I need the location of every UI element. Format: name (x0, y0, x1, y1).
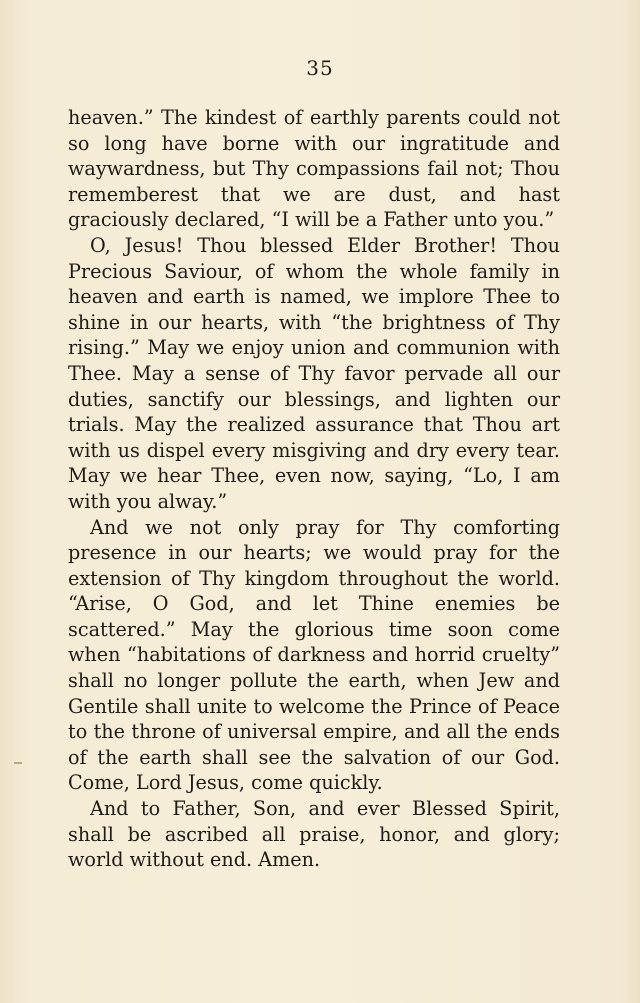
prayer-text (68, 105, 560, 873)
paragraph-kingdom-petition: And we not only pray for Thy comforting presence in our hearts; we would pray for the extension of Thy kingdom throughout the world. “Arise, O God, and let Thine enemies be scattered.” May the glorious time soon come when “habitations of darkness and horrid cruelty” shall no longer pollute the earth, when Jew and Gentile shall unite to welcome the Prince of Peace to the throne of universal empire, and all the ends of the earth shall see the salvation of our God. Come, Lord Jesus, come quickly. (68, 515, 560, 795)
paragraph-jesus-invocation: O, Jesus! Thou blessed Elder Brother! Thou Precious Saviour, of whom the whole family in heaven and earth is named, we implore Thee to shine in our hearts, with “the brightness of Thy rising.” May we enjoy union and communion with Thee. May a sense of Thy favor pervade all our duties, sanctify our blessings, and lighten our trials. May the realized assurance that Thou art with us dispel every misgiving and dry every tear. May we hear Thee, even now, saying, “Lo, I am with you alway.” (68, 233, 560, 513)
paragraph-continuation: heaven.” The kindest of earthly parents could not so long have borne with our ingratitude and waywardness, but Thy compassions fail not; Thou rememberest that we are dust, and hast graciously declared, “I will be a Father unto you.” (68, 106, 560, 232)
page-number: 35 (306, 56, 334, 80)
margin-mark (14, 762, 22, 764)
paragraph-doxology: And to Father, Son, and ever Blessed Spirit, shall be ascribed all praise, honor, and glory; world without end. Amen. (68, 797, 560, 872)
